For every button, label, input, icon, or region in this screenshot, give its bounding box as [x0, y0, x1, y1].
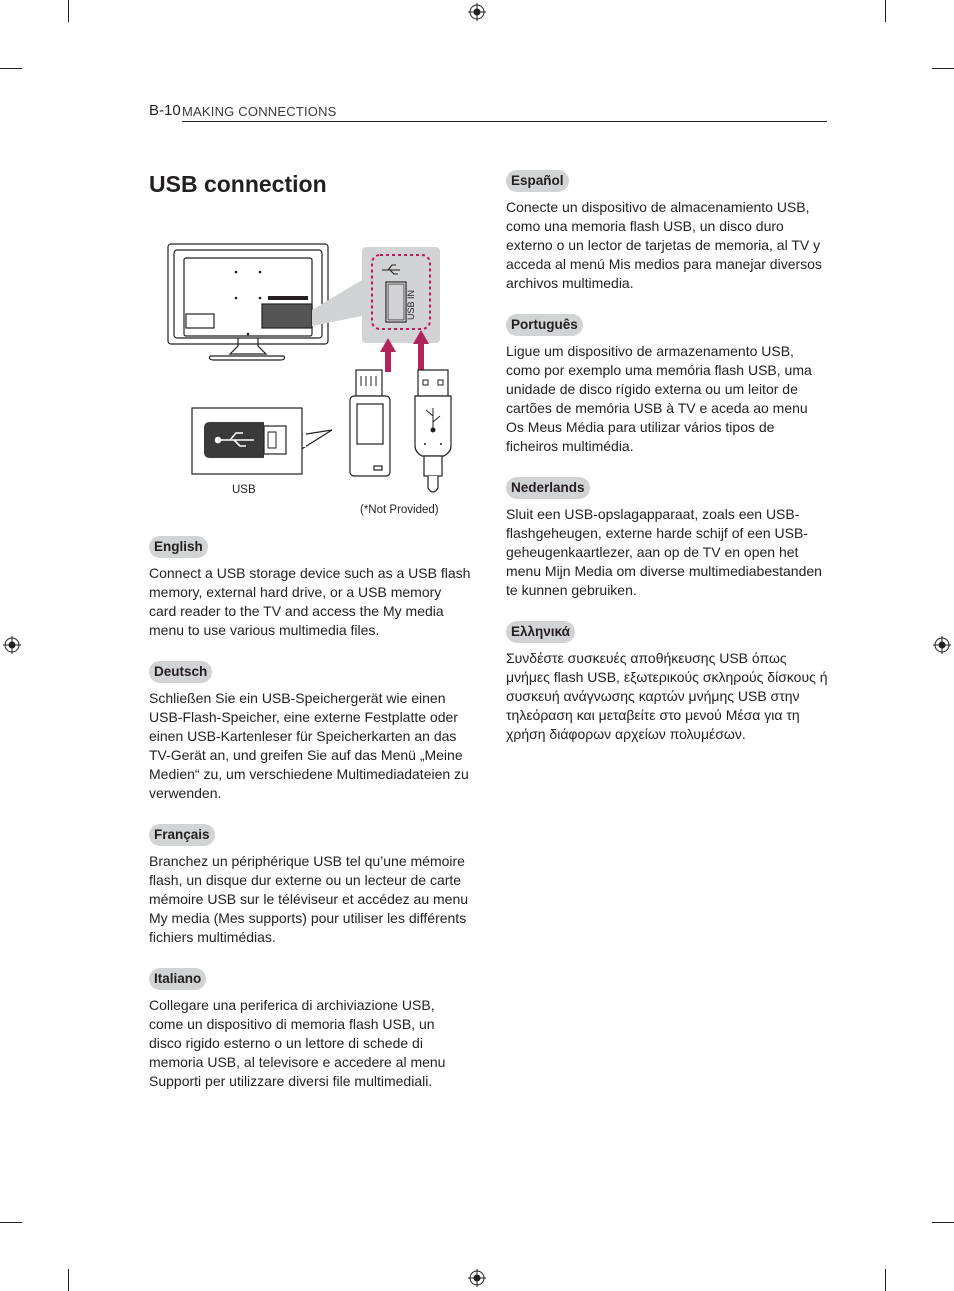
crop-mark: [885, 1269, 886, 1291]
left-column: [149, 536, 471, 1112]
section-text: Conecte un dispositivo de almacenamiento USB, como una memoria flash USB, un disco duro externo o un lector de tarjetas de memoria, al TV y acceda al menú Mis medios para manejar diversos archivos multimedia.: [506, 199, 822, 291]
section-text: Συνδέστε συσκευές αποθήκευσης USB όπως μνήμες flash USB, εξωτερικούς σκληρούς δίσκους ή συσκευή ανάγνωσης καρτών μνήμης USB στην τηλεόραση και μεταβείτε στο μενού Μέσα για τη χρήση διάφορων αρχείων πολυμέσων.: [506, 650, 828, 742]
section-text: Sluit een USB-opslagapparaat, zoals een USB-flashgeheugen, externe harde schijf of een USB-geheugenkaartlezer, aan op de TV en open het menu Mijn Media om diverse multimediabestanden te kunnen gebruiken.: [506, 506, 822, 598]
page-number: B-10: [149, 102, 181, 119]
language-section-francais: [149, 824, 471, 947]
section-text: Collegare una periferica di archiviazione USB, come un dispositivo di memoria flash USB, un disco rigido esterno o un lettore di schede di memoria USB, al televisore e accedere al menu Supporti per utilizzare diversi file multimediali.: [149, 997, 446, 1089]
language-label: Italiano: [149, 968, 206, 990]
section-text: Ligue um dispositivo de armazenamento USB, como por exemplo uma memória flash USB, uma unidade de disco rígido externa ou um leitor de cartões de memória USB à TV e aceda ao menu Os Meus Média para utilizar vários tipos de ficheiros multimédia.: [506, 343, 812, 454]
tv-back-icon: [168, 244, 328, 360]
language-label: Français: [149, 824, 215, 846]
right-column: [506, 170, 828, 765]
language-section-deutsch: [149, 661, 471, 803]
crop-mark: [68, 1269, 69, 1291]
usb-connection-figure: [160, 240, 460, 530]
page-title: USB connection: [149, 171, 327, 197]
registration-mark-icon: [933, 636, 951, 654]
language-label: English: [149, 536, 208, 558]
language-section-greek: [506, 621, 828, 744]
language-label: Nederlands: [506, 477, 590, 499]
registration-mark-icon: [468, 3, 486, 21]
crop-mark: [932, 68, 954, 69]
not-provided-caption: (*Not Provided): [360, 504, 439, 516]
language-label: Español: [506, 170, 569, 192]
language-label: Deutsch: [149, 661, 212, 683]
crop-mark: [932, 1222, 954, 1223]
section-text: Branchez un périphérique USB tel qu’une mémoire flash, un disque dur externe ou un lecteur de carte mémoire USB sur le téléviseur et accédez au menu My media (Mes supports) pour utiliser les différents fichiers multimédias.: [149, 853, 469, 945]
crop-mark: [0, 1222, 22, 1223]
registration-mark-icon: [468, 1269, 486, 1287]
section-title: MAKING CONNECTIONS: [182, 104, 337, 119]
crop-mark: [0, 68, 22, 69]
language-label: Ελληνικά: [506, 621, 575, 643]
header-rule: [182, 121, 827, 122]
registration-mark-icon: [3, 636, 21, 654]
section-text: Schließen Sie ein USB-Speichergerät wie einen USB-Flash-Speicher, eine externe Festplatte oder einen USB-Kartenleser für Speicherkarten an das TV-Gerät an, und greifen Sie auf das Menü „Meine Medien“ zu, um verschiedene Multimediadateien zu verwenden.: [149, 690, 469, 801]
language-section-espanol: [506, 170, 828, 293]
usb-caption: USB: [232, 484, 256, 496]
port-label: USB IN: [406, 289, 416, 320]
crop-mark: [68, 0, 69, 22]
language-section-english: [149, 536, 471, 640]
language-section-portugues: [506, 314, 828, 456]
language-label: Português: [506, 314, 583, 336]
language-section-nederlands: [506, 477, 828, 600]
crop-mark: [885, 0, 886, 22]
language-section-italiano: [149, 968, 471, 1091]
usb-diagram-illustration: [160, 240, 460, 530]
section-text: Connect a USB storage device such as a USB flash memory, external hard drive, or a USB memory card reader to the TV and access the My media menu to use various multimedia files.: [149, 565, 471, 638]
